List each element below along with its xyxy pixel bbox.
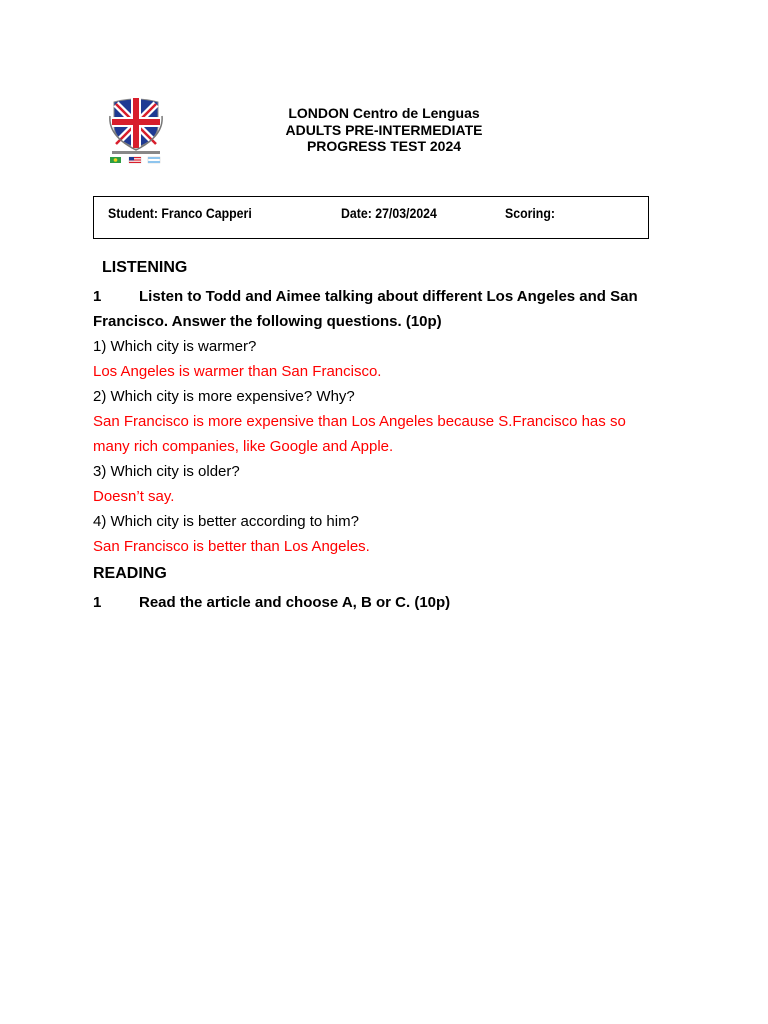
exercise-number: 1 xyxy=(93,594,102,611)
listening-exercise-instruction xyxy=(93,284,673,334)
instruction-line: Francisco. Answer the following questions. (10p) xyxy=(93,313,442,330)
exercise-number: 1 xyxy=(93,288,102,305)
instruction-line: Read the article and choose A, B or C. (10p) xyxy=(139,594,451,611)
listening-heading: LISTENING xyxy=(102,259,188,276)
instruction-line: Listen to Todd and Aimee talking about different Los Angeles and San xyxy=(139,288,638,305)
reading-exercise-instruction xyxy=(93,590,673,615)
answer-3: Doesn’t say. xyxy=(93,488,175,505)
student-info-box xyxy=(93,196,649,239)
answer-4: San Francisco is better than Los Angeles. xyxy=(93,538,370,555)
answer-1: Los Angeles is warmer than San Francisco. xyxy=(93,363,382,380)
course-level: ADULTS PRE-INTERMEDIATE xyxy=(285,121,483,138)
school-logo xyxy=(104,96,168,164)
test-title: PROGRESS TEST 2024 xyxy=(306,138,462,154)
reading-heading: READING xyxy=(93,565,167,582)
test-date: Date: 27/03/2024 xyxy=(341,205,437,221)
question-2: 2) Which city is more expensive? Why? xyxy=(93,388,355,405)
student-name: Student: Franco Capperi xyxy=(108,205,252,221)
answer-2: San Francisco is more expensive than Los Angeles because S.Francisco has so xyxy=(93,413,626,430)
test-header xyxy=(232,105,536,155)
school-name: LONDON Centro de Lenguas xyxy=(288,105,480,121)
scoring-label: Scoring: xyxy=(505,205,555,221)
question-1: 1) Which city is warmer? xyxy=(93,338,257,355)
answer-2-continued: many rich companies, like Google and Apple. xyxy=(93,438,394,455)
question-3: 3) Which city is older? xyxy=(93,463,240,480)
question-4: 4) Which city is better according to him? xyxy=(93,513,359,530)
union-jack-crest-icon xyxy=(104,96,168,164)
